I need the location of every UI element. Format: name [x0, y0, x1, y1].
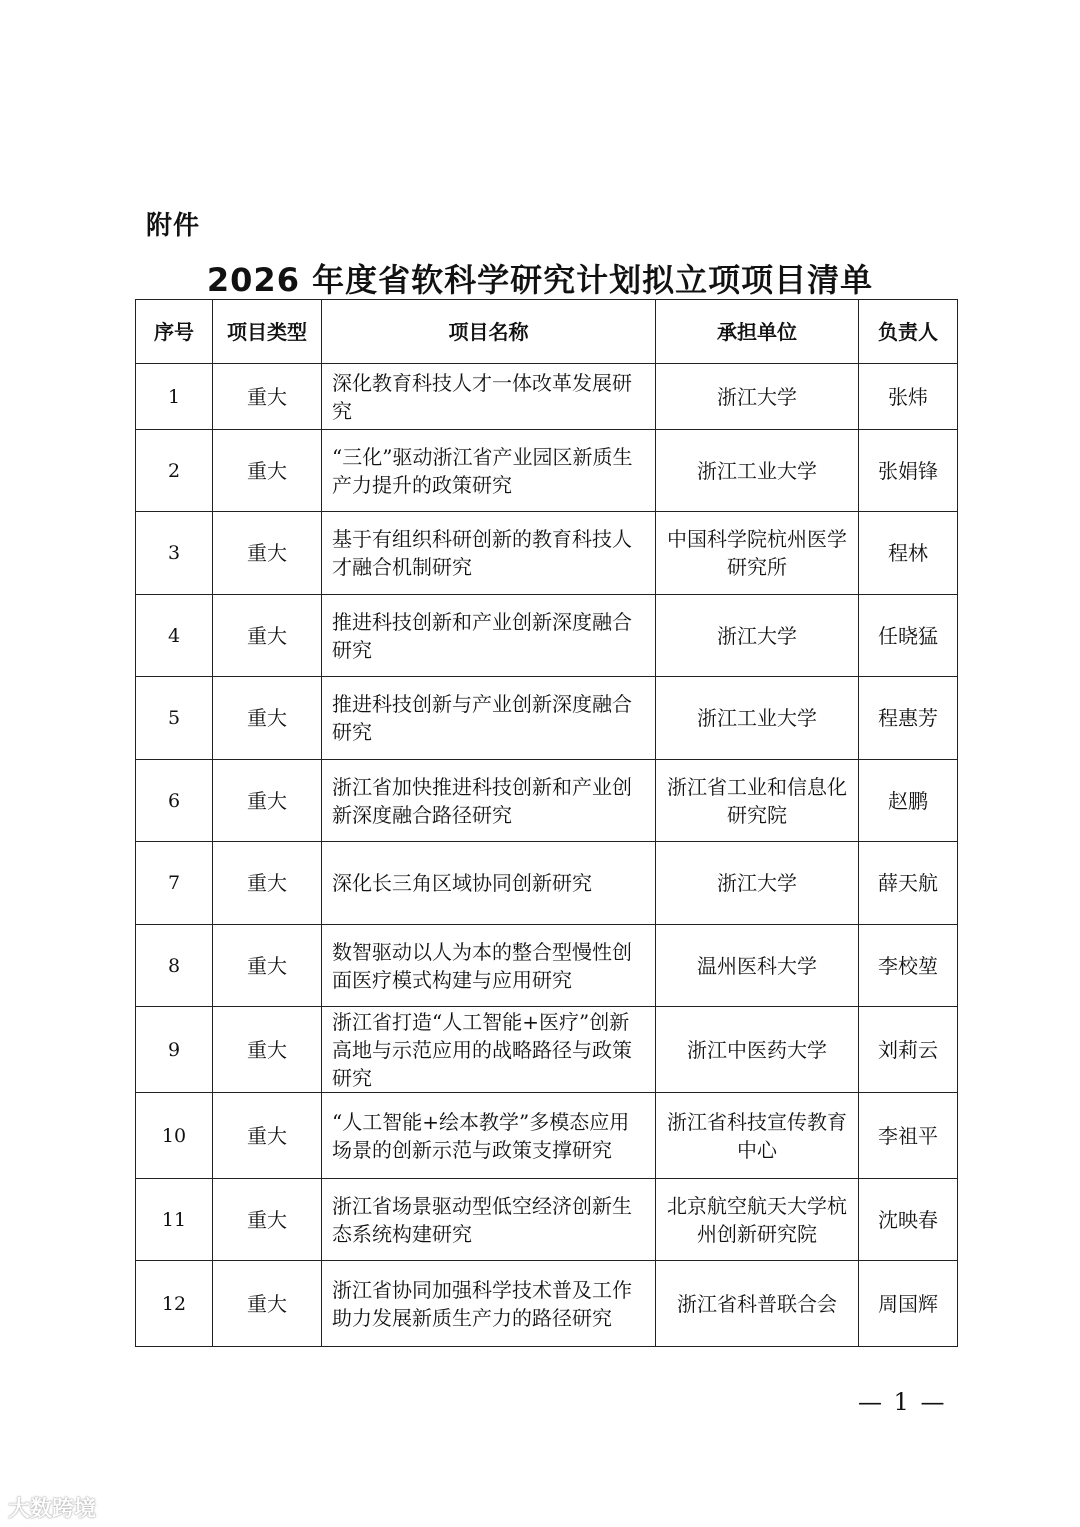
cell-name: 浙江省场景驱动型低空经济创新生态系统构建研究 — [322, 1179, 656, 1261]
cell-type: 重大 — [213, 1093, 322, 1179]
cell-lead: 刘莉云 — [859, 1007, 958, 1093]
table-row — [136, 1007, 958, 1093]
cell-type: 重大 — [213, 677, 322, 760]
cell-name: 浙江省加快推进科技创新和产业创新深度融合路径研究 — [322, 760, 656, 842]
header-type: 项目类型 — [213, 300, 322, 364]
watermark-logo: 大数跨境 — [8, 1497, 97, 1522]
cell-lead: 李校堃 — [859, 925, 958, 1007]
cell-type: 重大 — [213, 1261, 322, 1347]
cell-index: 3 — [136, 512, 213, 595]
cell-index: 5 — [136, 677, 213, 760]
cell-name: 推进科技创新与产业创新深度融合研究 — [322, 677, 656, 760]
cell-lead: 赵鹏 — [859, 760, 958, 842]
cell-index: 10 — [136, 1093, 213, 1179]
cell-name: “人工智能+绘本教学”多模态应用场景的创新示范与政策支撑研究 — [322, 1093, 656, 1179]
page-title: 2026 年度省软科学研究计划拟立项项目清单 — [206, 261, 874, 299]
cell-lead: 张炜 — [859, 364, 958, 430]
table-header-row — [136, 300, 958, 364]
cell-index: 9 — [136, 1007, 213, 1093]
cell-index: 8 — [136, 925, 213, 1007]
cell-index: 11 — [136, 1179, 213, 1261]
cell-type: 重大 — [213, 364, 322, 430]
cell-lead: 周国辉 — [859, 1261, 958, 1347]
header-index: 序号 — [136, 300, 213, 364]
page-number: — 1 — — [858, 1388, 947, 1416]
cell-lead: 程林 — [859, 512, 958, 595]
cell-index: 4 — [136, 595, 213, 677]
header-name: 项目名称 — [322, 300, 656, 364]
table-row — [136, 1179, 958, 1261]
cell-index: 12 — [136, 1261, 213, 1347]
cell-type: 重大 — [213, 430, 322, 512]
cell-type: 重大 — [213, 595, 322, 677]
table-row — [136, 595, 958, 677]
cell-type: 重大 — [213, 842, 322, 925]
cell-name: 深化教育科技人才一体改革发展研究 — [322, 364, 656, 430]
table-row — [136, 925, 958, 1007]
cell-org: 浙江中医药大学 — [656, 1007, 859, 1093]
table-row — [136, 842, 958, 925]
table-row — [136, 512, 958, 595]
cell-index: 7 — [136, 842, 213, 925]
table-row — [136, 1093, 958, 1179]
cell-index: 6 — [136, 760, 213, 842]
cell-org: 浙江大学 — [656, 842, 859, 925]
cell-org: 浙江工业大学 — [656, 430, 859, 512]
cell-org: 浙江大学 — [656, 364, 859, 430]
cell-org: 温州医科大学 — [656, 925, 859, 1007]
header-lead: 负责人 — [859, 300, 958, 364]
cell-org: 浙江大学 — [656, 595, 859, 677]
cell-lead: 张娟锋 — [859, 430, 958, 512]
cell-org: 浙江省科技宣传教育中心 — [656, 1093, 859, 1179]
cell-org: 浙江省工业和信息化研究院 — [656, 760, 859, 842]
cell-org: 中国科学院杭州医学研究所 — [656, 512, 859, 595]
cell-org: 浙江省科普联合会 — [656, 1261, 859, 1347]
cell-type: 重大 — [213, 760, 322, 842]
table-row — [136, 1261, 958, 1347]
cell-type: 重大 — [213, 512, 322, 595]
cell-org: 北京航空航天大学杭州创新研究院 — [656, 1179, 859, 1261]
cell-lead: 沈映春 — [859, 1179, 958, 1261]
table-row — [136, 760, 958, 842]
cell-type: 重大 — [213, 1179, 322, 1261]
cell-type: 重大 — [213, 1007, 322, 1093]
cell-lead: 李祖平 — [859, 1093, 958, 1179]
cell-name: 推进科技创新和产业创新深度融合研究 — [322, 595, 656, 677]
cell-name: 基于有组织科研创新的教育科技人才融合机制研究 — [322, 512, 656, 595]
cell-name: 浙江省协同加强科学技术普及工作助力发展新质生产力的路径研究 — [322, 1261, 656, 1347]
cell-index: 2 — [136, 430, 213, 512]
cell-org: 浙江工业大学 — [656, 677, 859, 760]
cell-name: “三化”驱动浙江省产业园区新质生产力提升的政策研究 — [322, 430, 656, 512]
cell-name: 数智驱动以人为本的整合型慢性创面医疗模式构建与应用研究 — [322, 925, 656, 1007]
table-row — [136, 364, 958, 430]
cell-lead: 任晓猛 — [859, 595, 958, 677]
cell-name: 深化长三角区域协同创新研究 — [322, 842, 656, 925]
cell-type: 重大 — [213, 925, 322, 1007]
cell-name: 浙江省打造“人工智能+医疗”创新高地与示范应用的战略路径与政策研究 — [322, 1007, 656, 1093]
project-table — [135, 299, 958, 1347]
table-row — [136, 430, 958, 512]
attachment-label: 附件 — [146, 211, 201, 241]
cell-lead: 程惠芳 — [859, 677, 958, 760]
cell-lead: 薛天航 — [859, 842, 958, 925]
table-row — [136, 677, 958, 760]
header-org: 承担单位 — [656, 300, 859, 364]
cell-index: 1 — [136, 364, 213, 430]
